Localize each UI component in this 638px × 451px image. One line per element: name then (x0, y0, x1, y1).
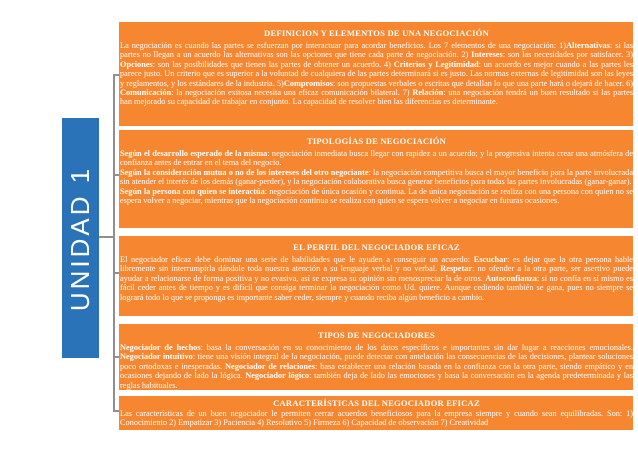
box-tipos (119, 324, 633, 390)
box-perfil-title: EL PERFIL DEL NEGOCIADOR EFICAZ (293, 242, 460, 252)
connector-trunk (99, 236, 114, 238)
body-text: : negociación inmediata busca llegar con rapidez a un acuerdo; y la progresiva intenta crear una atmósfera de confianza antes de entrar en el tema del negocio. (120, 149, 633, 168)
body-text: : negociación de única ocasión y continua. La de única negociación se realiza con una persona con quien no se espera volver a negociar, mientras que la negociación continua se realiza con quien se espera volver a negociar en futuras ocasiones. (120, 186, 633, 206)
body-text: : tiene una visión integral de la negociación, puede detectar con antelación las consecuencias de las decisiones, plantear soluciones poco ortodoxas e inesperadas. (120, 352, 633, 371)
unit-title: UNIDAD 1 (65, 165, 96, 311)
body-text: : también deja de lado las emociones y basa la conversación en la agenda predeterminada y las reglas habituales. (120, 371, 633, 390)
box-definicion-title: DEFINICION Y ELEMENTOS DE UNA NEGOCIACIÓN (264, 28, 489, 38)
box-perfil (119, 236, 633, 316)
body-text: : si las partes no llegan a un acuerdo las alternativas son las opciones que tiene cada parte de negociación. 2) (120, 41, 633, 60)
body-text: : la negociación competitiva busca el mayor beneficio para la parte involucrada sin atender el interés de los demás (ganar-perder), y la negociación colaborativa busca generar beneficios para todas las partes involucradas (ganar-ganar). (120, 167, 633, 187)
keyword-text: Negociador intuitivo (120, 352, 193, 362)
keyword-text: Alternativas (566, 41, 610, 50)
keyword-text: Comunicación (120, 88, 172, 98)
body-text: : si no confía en sí mismo es fácil ceder antes de tiempo y es difícil que consiga terminar la negociación como Ud. quiere. Aunque cediendo también se gana, pues no siempre se logrará todo lo que se proponga es importante saber ceder, siempre y cuando reciba algún beneficio a cambio. (120, 273, 633, 302)
body-text: : es dejar que la otra persona hable libremente sin interrumpirla dándole toda nuestra atención a su lenguaje verbal y no verbal. (120, 255, 633, 274)
box-tipologias-text (120, 149, 633, 205)
body-text: : son las necesidades por satisfacer. 3) (502, 50, 633, 60)
box-tipologias (119, 130, 633, 228)
box-definicion (119, 22, 633, 126)
box-definicion-text (120, 41, 633, 107)
body-text: : un acuerdo es mejor cuando a las partes les parece justo. Un criterio que es superior a la voluntad de cualquiera de las partes determinará si es justo. Las normas externas de legitimidad son las leyes y reglamentos, y los estándares de la industria. 5) (120, 59, 633, 88)
keyword-text: Compromisos (283, 78, 333, 88)
body-text: El negociador eficaz debe dominar una serie de habilidades que le ayuden a conseguir un acuerdo: (120, 255, 474, 264)
keyword-text: Según la persona con quien se interactúa (120, 186, 265, 196)
keyword-text: Escuchar (473, 255, 507, 264)
keyword-text: Intereses (471, 50, 503, 60)
body-text: : son las posibilidades que tienen las partes de obtener un acuerdo. 4) (152, 59, 394, 69)
body-text: : son propuestas verbales o escritas que detallan lo que una parte hará o dejará de hacer. 6) (333, 78, 633, 88)
box-caracteristicas-title: CARACTERÍSTICAS DEL NEGOCIADOR EFICAZ (273, 398, 480, 408)
connector-spine (113, 74, 115, 410)
keyword-text: Negociador de hechos (120, 343, 201, 352)
keyword-text: Relación (412, 88, 444, 98)
keyword-text: Autoconfianza (485, 273, 537, 283)
keyword-text: Criterios y Legitimidad (393, 59, 479, 69)
body-text: : basa establecer una relación basada en la confianza con la otra parte, siendo empático y en ocasiones dejando de lado la lógica. (120, 361, 633, 381)
box-tipologias-title: TIPOLOGÍAS DE NEGOCIACIÓN (306, 136, 447, 146)
keyword-text: Negociador de relaciones (225, 361, 315, 371)
keyword-text: Opciones (120, 59, 153, 69)
body-text: : la negociación exitosa necesita una eficaz comunicación bilateral. 7) (171, 88, 413, 98)
body-text: Las características de un buen negociador le permiten cerrar acuerdos beneficiosos para la empresa siempre y cuando sean equilibradas. Son: 1) Conocimiento 2) Empatizar 3) Paciencia 4) Resolutivo 5) Firmeza 6) Capacidad de observación 7) Creatividad (120, 409, 633, 428)
box-perfil-text (120, 255, 633, 302)
keyword-text: Negociador lógico (245, 371, 310, 381)
body-text: : una negociación tendrá un buen resultado si las partes han mejorado su capacidad de trabajar en conjunto. La capacidad de resolver bien las diferencias es determinante. (120, 88, 633, 107)
body-text: : no ofender a la otra parte, ser asertivo puede ayudar a relacionarse de forma positiva y no evasiva, así se expresa su opinión sin menospreciar la de otros. (120, 264, 633, 283)
box-tipos-title: TIPOS DE NEGOCIADORES (318, 330, 435, 340)
unit-title-bar (62, 118, 99, 358)
keyword-text: Según la consideración mutua o no de los intereses del otro negociante (120, 167, 369, 177)
box-caracteristicas (119, 396, 633, 430)
keyword-text: Según el desarrollo esperado de la misma (120, 149, 268, 158)
body-text: La negociación es cuando las partes se esfuerzan por interactuar para acordar beneficios. Los 7 elementos de una negociación: 1) (120, 41, 567, 50)
keyword-text: Respetar (440, 264, 473, 274)
body-text: : basa la conversación en su conocimiento de los datos específicos e importantes sin dar lugar a reacciones emocionales. (200, 343, 633, 352)
box-tipos-text (120, 343, 633, 390)
box-caracteristicas-text (120, 409, 633, 428)
